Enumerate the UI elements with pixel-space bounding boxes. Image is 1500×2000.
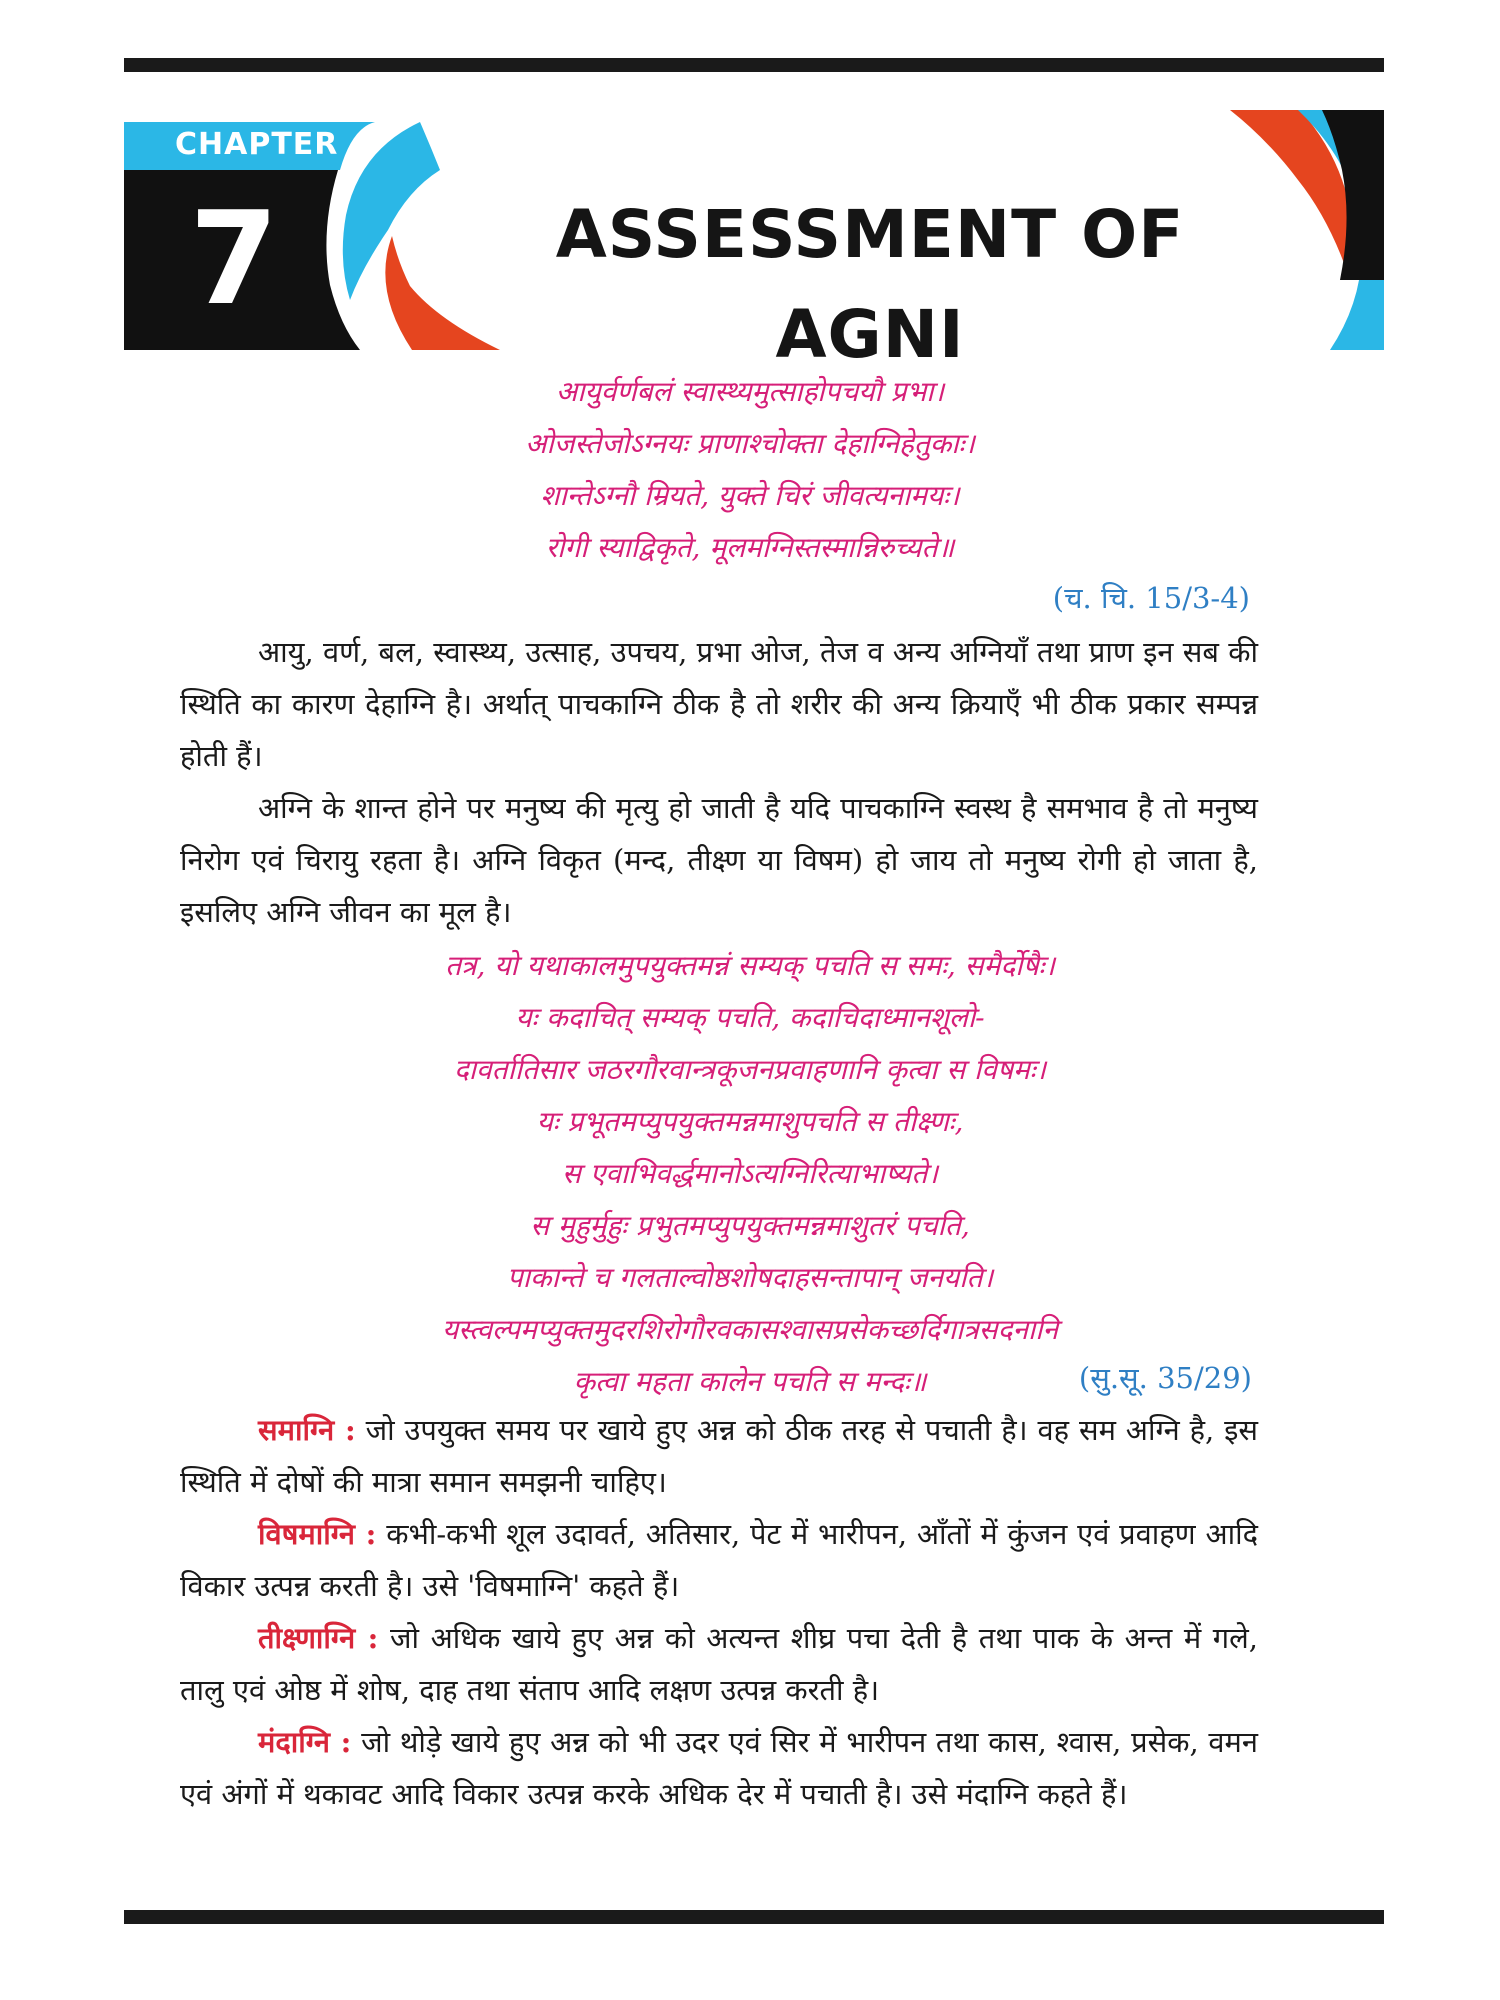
chapter-number: 7	[189, 185, 279, 334]
definition-term: समाग्नि :	[258, 1413, 356, 1447]
definition-samagni	[180, 1404, 1258, 1508]
definition-text: जो थोड़े खाये हुए अन्न को भी उदर एवं सिर में भारीपन तथा कास, श्वास, प्रसेक, वमन एवं अंगों में थकावट आदि विकार उत्पन्न करके अधिक देर में पचाती है। उसे मंदाग्नि कहते हैं।	[180, 1725, 1258, 1811]
verse-1-reference: (च. चि. 15/3-4)	[1052, 581, 1250, 615]
verse-line: यस्त्वल्पमप्युक्तमुदरशिरोगौरवकासश्वासप्रसेकच्छर्दिगात्रसदनानि	[441, 1313, 1059, 1346]
verse-line: स मुहुर्मुहुः प्रभुतमप्युपयुक्तमन्नमाशुतरं पचति,	[530, 1209, 970, 1242]
verse-line: पाकान्ते च गलताल्वोष्ठशोषदाहसन्तापान् जनयति।	[506, 1261, 994, 1294]
verse-line: दावर्तातिसार जठरगौरवान्त्रकूजनप्रवाहणानि कृत्वा स विषमः।	[453, 1053, 1047, 1086]
verse-line: तत्र, यो यथाकालमुपयुक्तमन्नं सम्यक् पचति स समः, समैर्दोषैः।	[445, 949, 1055, 982]
verse-line: रोगी स्याद्विकृते, मूलमग्निस्तस्मान्निरुच्यते॥	[545, 531, 955, 564]
definition-term: तीक्ष्णाग्नि :	[258, 1621, 379, 1655]
definition-vishamagni	[180, 1508, 1258, 1612]
definition-term: विषमाग्नि :	[258, 1517, 377, 1551]
definition-tikshnagni	[180, 1612, 1258, 1716]
chapter-banner	[0, 0, 1500, 373]
sanskrit-verse-2	[180, 940, 1320, 1408]
verse-line: स एवाभिवर्द्धमानोऽत्यग्निरित्याभाष्यते।	[562, 1157, 938, 1190]
sanskrit-verse-1	[180, 366, 1320, 574]
verse-line: यः कदाचित् सम्यक् पचति, कदाचिदाध्मानशूलो-	[515, 1001, 985, 1034]
chapter-label: CHAPTER	[175, 127, 339, 162]
verse-line: शान्तेऽग्नौ म्रियते, युक्ते चिरं जीवत्यनामयः।	[540, 479, 960, 512]
definition-term: मंदाग्नि :	[258, 1725, 352, 1759]
definition-text: जो उपयुक्त समय पर खाये हुए अन्न को ठीक तरह से पचाती है। वह सम अग्नि है, इस स्थिति में दोषों की मात्रा समान समझनी चाहिए।	[180, 1413, 1258, 1499]
verse-line: कृत्वा महता कालेन पचति स मन्दः॥	[573, 1365, 927, 1398]
verse-line: यः प्रभूतमप्युपयुक्तमन्नमाशुपचति स तीक्ष्णः,	[536, 1105, 964, 1138]
verse-2-reference: (सु.सू. 35/29)	[1078, 1361, 1252, 1395]
definition-text: कभी-कभी शूल उदावर्त, अतिसार, पेट में भारीपन, आँतों में कुंजन एवं प्रवाहण आदि विकार उत्पन्न करती है। उसे 'विषमाग्नि' कहते हैं।	[180, 1517, 1258, 1603]
definition-mandagni	[180, 1716, 1258, 1820]
chapter-title: ASSESSMENT OF AGNI	[555, 196, 1185, 373]
verse-line: आयुर्वर्णबलं स्वास्थ्यमुत्साहोपचयौ प्रभा।	[555, 375, 945, 408]
definition-text: जो अधिक खाये हुए अन्न को अत्यन्त शीघ्र पचा देती है तथा पाक के अन्त में गले, तालु एवं ओष्ठ में शोष, दाह तथा संताप आदि लक्षण उत्पन्न करती है।	[180, 1621, 1258, 1707]
paragraph-2: अग्नि के शान्त होने पर मनुष्य की मृत्यु हो जाती है यदि पाचकाग्नि स्वस्थ है समभाव है तो मनुष्य निरोग एवं चिरायु रहता है। अग्नि विकृत (मन्द, तीक्ष्ण या विषम) हो जाय तो मनुष्य रोगी हो जाता है, इसलिए अग्नि जीवन का मूल है।	[180, 791, 1258, 929]
bottom-rule	[124, 1910, 1384, 1924]
paragraph-1: आयु, वर्ण, बल, स्वास्थ्य, उत्साह, उपचय, प्रभा ओज, तेज व अन्य अग्नियाँ तथा प्राण इन सब की स्थिति का कारण देहाग्नि है। अर्थात् पाचकाग्नि ठीक है तो शरीर की अन्य क्रियाएँ भी ठीक प्रकार सम्पन्न होती हैं।	[180, 635, 1258, 773]
verse-line: ओजस्तेजोऽग्नयः प्राणाश्चोक्ता देहाग्निहेतुकाः।	[525, 427, 975, 460]
